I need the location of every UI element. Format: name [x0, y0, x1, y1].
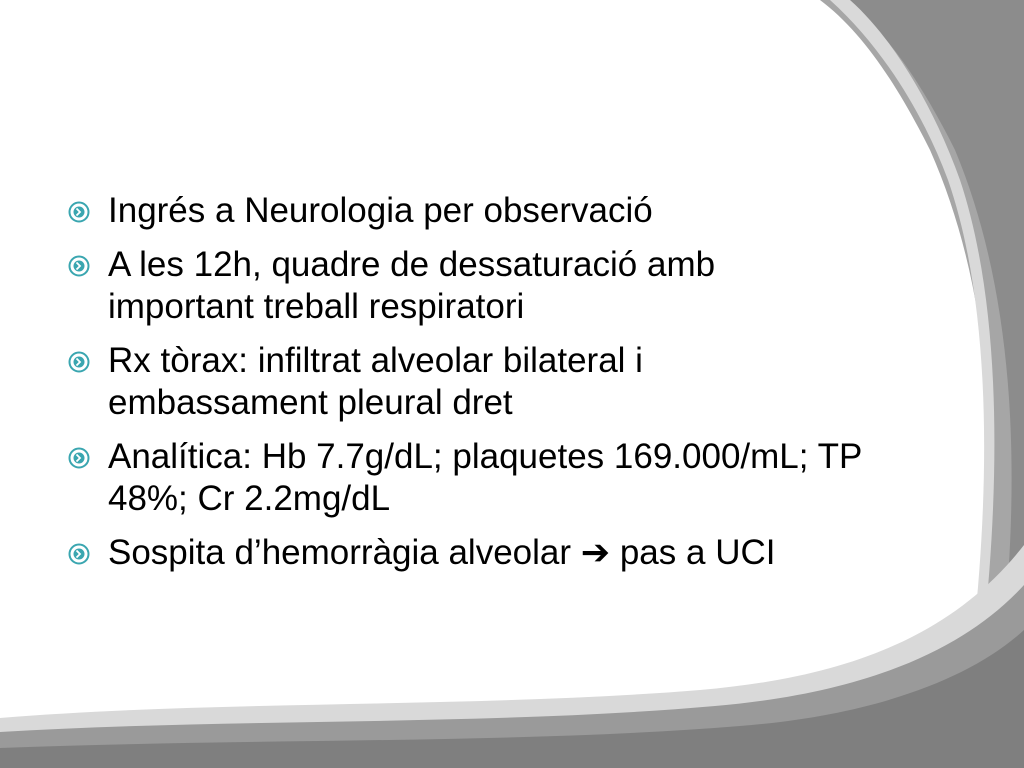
bullet-text-5-after: pas a UCI — [619, 533, 776, 572]
bullet-text-5-before: Sospita d’hemorràgia alveolar — [108, 533, 572, 572]
right-arrow-icon: ➔ — [580, 533, 611, 572]
bullet-text-1: Ingrés a Neurologia per observació — [108, 191, 653, 230]
bullet-item-3 — [68, 340, 868, 424]
circle-target-icon — [68, 351, 90, 373]
slide-content — [68, 190, 868, 586]
bullet-item-2 — [68, 244, 868, 328]
bullet-text-2: A les 12h, quadre de dessaturació amb important treball respiratori — [108, 245, 716, 326]
bullet-text-3: Rx tòrax: infiltrat alveolar bilateral i embassament pleural dret — [108, 341, 643, 422]
bullet-item-4 — [68, 436, 868, 520]
bullet-list — [68, 190, 868, 574]
circle-target-icon — [68, 543, 90, 565]
bullet-text-4: Analítica: Hb 7.7g/dL; plaquetes 169.000/mL; TP 48%; Cr 2.2mg/dL — [108, 437, 862, 518]
bullet-item-5 — [68, 532, 868, 574]
circle-target-icon — [68, 201, 90, 223]
circle-target-icon — [68, 255, 90, 277]
circle-target-icon — [68, 447, 90, 469]
bullet-item-1 — [68, 190, 868, 232]
